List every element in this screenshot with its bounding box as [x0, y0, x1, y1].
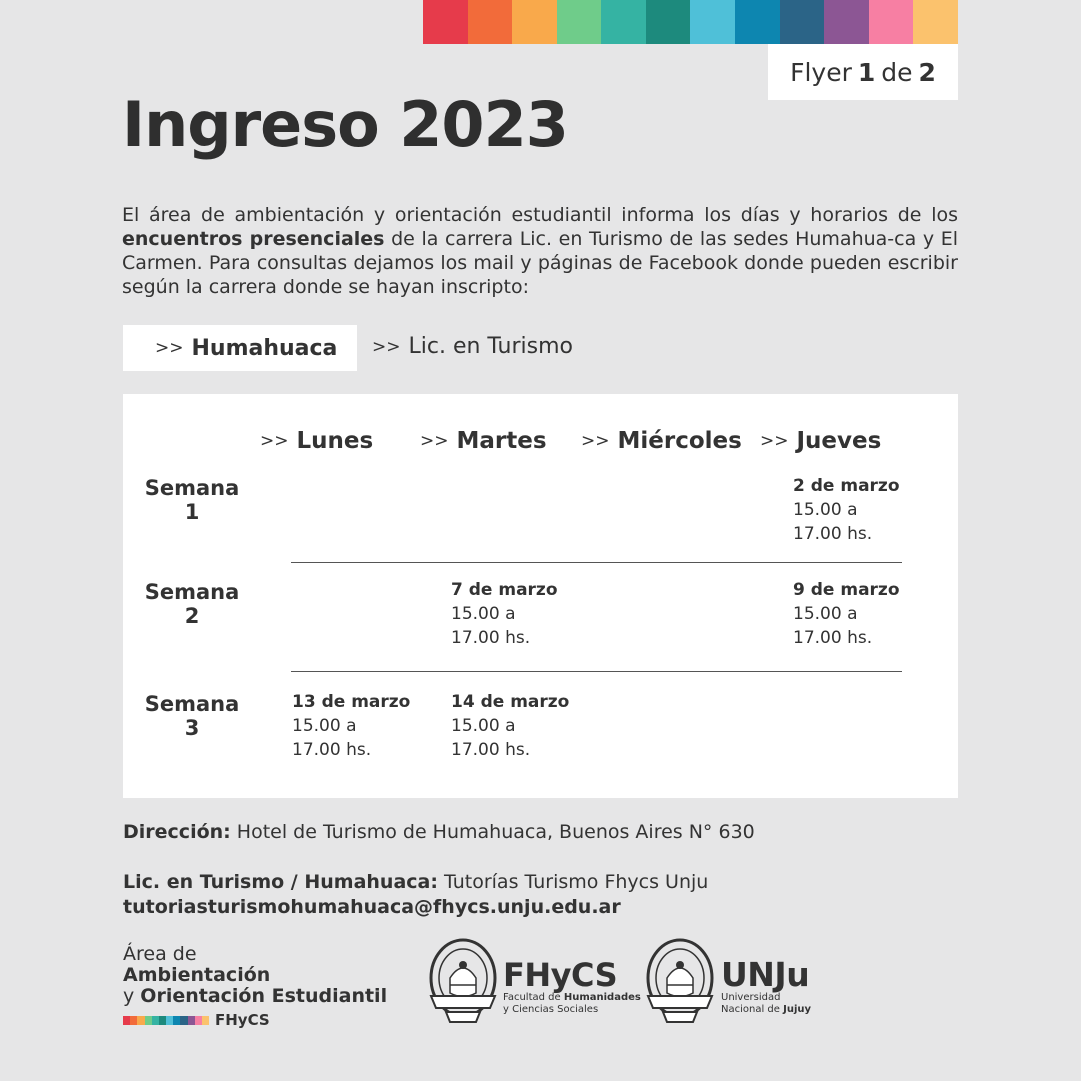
day-header-lunes	[260, 428, 373, 454]
intro-paragraph	[122, 203, 958, 299]
color-swatch	[557, 0, 602, 44]
week-number: 1	[184, 500, 200, 524]
color-swatch	[913, 0, 958, 44]
color-swatch	[690, 0, 735, 44]
fhycs-logo-sub1	[503, 992, 641, 1004]
color-swatch	[130, 1016, 137, 1025]
fhycs-sub1b: Humanidades	[563, 992, 641, 1003]
week-label-2	[137, 580, 247, 628]
slot-week3-martes	[451, 690, 569, 762]
slot-to: 17.00 hs.	[451, 740, 531, 760]
unju-logo-sub1: Universidad	[721, 992, 781, 1003]
week-number: 3	[184, 716, 200, 740]
area-logo-y: y	[123, 985, 141, 1007]
arrow-icon: >>	[581, 431, 610, 451]
color-swatch	[123, 1016, 130, 1025]
flyer-word: Flyer	[790, 57, 852, 87]
flyer-total: 2	[918, 57, 936, 87]
day-label: Miércoles	[617, 428, 742, 454]
slot-to: 17.00 hs.	[451, 628, 531, 648]
area-logo-line1: Área de	[123, 943, 197, 965]
day-header-jueves	[760, 428, 881, 454]
flyer-current: 1	[857, 57, 876, 87]
day-label: Jueves	[796, 428, 882, 454]
color-swatch	[512, 0, 557, 44]
address-label: Dirección:	[123, 821, 231, 843]
slot-to: 17.00 hs.	[292, 740, 372, 760]
slot-date: 9 de marzo	[793, 580, 900, 600]
slot-date: 7 de marzo	[451, 580, 558, 600]
contact-block	[123, 870, 708, 920]
address-value: Hotel de Turismo de Humahuaca, Buenos Aires N° 630	[230, 821, 755, 843]
intro-text-1: El área de ambientación y orientación estudiantil informa los días y horarios de los	[122, 204, 958, 226]
week-word: Semana	[144, 692, 240, 716]
flyer-of: de	[881, 57, 913, 87]
sede-tab	[123, 325, 357, 371]
intro-text-2: de la carrera Lic. en Turismo de las sedes Humahua-ca y El Carmen. Para consultas dejamos los mail y páginas de Facebook donde pueden escribir según la carrera donde se hayan inscripto:	[122, 228, 958, 298]
fhycs-logo-title: FHyCS	[503, 956, 618, 994]
arrow-icon: >>	[155, 338, 184, 358]
color-swatch	[180, 1016, 187, 1025]
day-header-martes	[420, 428, 547, 454]
area-logo-orientacion: Orientación Estudiantil	[140, 985, 388, 1007]
color-swatch	[601, 0, 646, 44]
mini-color-strip	[123, 1016, 209, 1025]
color-swatch	[869, 0, 914, 44]
week-number: 2	[184, 604, 200, 628]
color-swatch	[423, 0, 468, 44]
color-swatch	[159, 1016, 166, 1025]
slot-date: 2 de marzo	[793, 476, 900, 496]
career-tab	[372, 334, 573, 359]
color-swatch	[166, 1016, 173, 1025]
area-logo-line2: Ambientación	[123, 964, 271, 986]
unju-sub2a: Nacional de	[721, 1004, 784, 1015]
unju-logo-sub2	[721, 1004, 811, 1016]
slot-from: 15.00 a	[451, 604, 516, 624]
arrow-icon: >>	[420, 431, 449, 451]
divider	[291, 562, 902, 563]
slot-from: 15.00 a	[451, 716, 516, 736]
slot-from: 15.00 a	[793, 500, 858, 520]
page-title: Ingreso 2023	[122, 88, 568, 161]
color-swatch	[735, 0, 780, 44]
color-swatch	[780, 0, 825, 44]
slot-from: 15.00 a	[292, 716, 357, 736]
color-swatch	[152, 1016, 159, 1025]
unju-logo-title: UNJu	[721, 955, 810, 994]
slot-week1-jueves	[793, 474, 900, 546]
color-swatch	[824, 0, 869, 44]
slot-to: 17.00 hs.	[793, 524, 873, 544]
area-logo-bar	[123, 1011, 387, 1029]
sede-label: Humahuaca	[191, 335, 338, 361]
slot-week2-jueves	[793, 578, 900, 650]
color-swatch	[137, 1016, 144, 1025]
slot-date: 13 de marzo	[292, 692, 411, 712]
color-swatch	[468, 0, 513, 44]
color-strip	[423, 0, 958, 44]
contact-label: Lic. en Turismo / Humahuaca:	[123, 871, 438, 893]
slot-to: 17.00 hs.	[793, 628, 873, 648]
week-word: Semana	[144, 476, 240, 500]
area-logo-line3	[123, 986, 387, 1007]
week-label-3	[137, 692, 247, 740]
contact-value: Tutorías Turismo Fhycs Unju	[437, 871, 709, 893]
slot-week3-lunes	[292, 690, 410, 762]
unju-logo	[721, 955, 812, 1016]
fhycs-logo	[503, 958, 641, 1016]
color-swatch	[202, 1016, 209, 1025]
arrow-icon: >>	[760, 431, 789, 451]
career-label: Lic. en Turismo	[408, 334, 573, 359]
day-label: Martes	[456, 428, 547, 454]
fhycs-logo-sub2: y Ciencias Sociales	[503, 1004, 599, 1015]
fhycs-sub1a: Facultad de	[503, 992, 564, 1003]
area-logo-tag: FHyCS	[215, 1011, 270, 1029]
arrow-icon: >>	[260, 431, 289, 451]
university-seal-icon	[645, 938, 715, 1026]
week-label-1	[137, 476, 247, 524]
day-header-miercoles	[581, 428, 742, 454]
university-seal-icon	[428, 938, 498, 1026]
slot-date: 14 de marzo	[451, 692, 570, 712]
slot-from: 15.00 a	[793, 604, 858, 624]
color-swatch	[145, 1016, 152, 1025]
color-swatch	[195, 1016, 202, 1025]
contact-email[interactable]: tutoriasturismohumahuaca@fhycs.unju.edu.ar	[123, 896, 621, 918]
area-logo	[123, 944, 387, 1029]
week-word: Semana	[144, 580, 240, 604]
intro-bold: encuentros presenciales	[122, 228, 385, 250]
unju-sub2b: Jujuy	[783, 1004, 812, 1015]
flyer-counter	[768, 44, 958, 100]
color-swatch	[173, 1016, 180, 1025]
divider	[291, 671, 902, 672]
address-line	[123, 821, 755, 843]
day-label: Lunes	[296, 428, 374, 454]
color-swatch	[188, 1016, 195, 1025]
arrow-icon: >>	[372, 336, 401, 357]
color-swatch	[646, 0, 691, 44]
slot-week2-martes	[451, 578, 558, 650]
